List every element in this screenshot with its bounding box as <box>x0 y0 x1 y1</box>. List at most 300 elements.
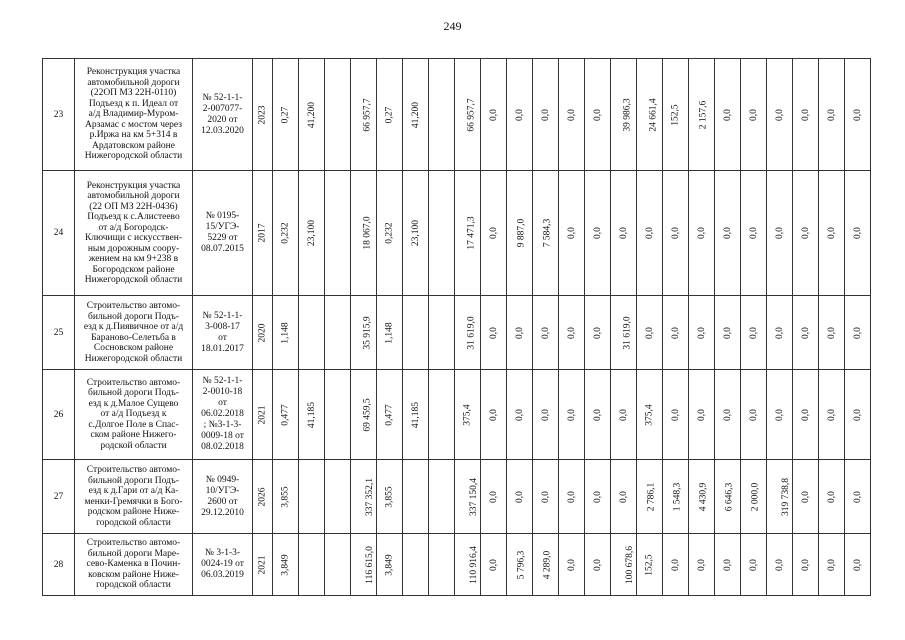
value-cell <box>507 59 533 171</box>
value-cell <box>741 534 767 596</box>
value-cell <box>637 534 663 596</box>
value-cell <box>819 370 845 460</box>
value-cell <box>273 370 299 460</box>
value-cell <box>533 296 559 370</box>
approval-document <box>193 460 253 534</box>
value-cell <box>273 460 299 534</box>
value-cell <box>767 534 793 596</box>
value-cell <box>253 534 273 596</box>
value-cell <box>819 171 845 296</box>
value-cell <box>559 171 585 296</box>
value-cell <box>299 296 325 370</box>
value-cell <box>429 534 455 596</box>
value-cell <box>299 460 325 534</box>
cell-value: 0,27 <box>280 106 291 123</box>
cell-value: 31 619,0 <box>466 315 477 350</box>
value-cell <box>741 171 767 296</box>
value-cell <box>455 370 481 460</box>
cell-value: 66 957,7 <box>466 97 477 132</box>
cell-value: 2 786,1 <box>646 482 657 511</box>
value-cell <box>481 534 507 596</box>
cell-value: 0,0 <box>826 408 837 421</box>
description-line: менки-Гремячки в Бого- <box>84 496 183 507</box>
cell-value: 0,0 <box>566 408 577 421</box>
value-cell <box>455 171 481 296</box>
value-cell <box>455 460 481 534</box>
investment-table <box>42 58 871 596</box>
value-cell <box>377 460 403 534</box>
cell-value: 0,0 <box>592 408 603 421</box>
value-cell <box>351 59 377 171</box>
cell-value: 319 738,8 <box>781 477 791 516</box>
cell-value: 0,0 <box>488 490 499 503</box>
cell-value: 0,0 <box>800 227 811 239</box>
approval-document-line: 5229 от <box>207 233 238 243</box>
value-cell <box>253 296 273 370</box>
cell-value: 5 796,3 <box>516 550 527 579</box>
description-line: от а/д Богородск- <box>98 222 169 233</box>
cell-value: 0,0 <box>488 227 499 239</box>
cell-value: 9 887,0 <box>516 218 527 248</box>
value-cell <box>253 370 273 460</box>
description-line: жением на км 9+238 в <box>88 254 179 264</box>
cell-value: 66 957,7 <box>362 97 373 132</box>
approval-document-line: 3-008-17 <box>205 321 240 332</box>
value-cell <box>377 370 403 460</box>
value-cell <box>845 59 871 171</box>
cell-value: 0,0 <box>488 108 499 121</box>
cell-value: 0,232 <box>280 222 291 244</box>
cell-value: 100 678,6 <box>625 545 635 584</box>
cell-value: 0,0 <box>566 490 577 503</box>
cell-value: 152,5 <box>644 553 655 576</box>
approval-document <box>193 296 253 370</box>
value-cell <box>325 534 351 596</box>
cell-value: 0,0 <box>488 326 499 339</box>
description-line: Нижегородской области <box>84 353 183 364</box>
approval-document-line: 0024-19 от <box>201 559 244 569</box>
cell-value: 4 289,0 <box>542 550 553 579</box>
cell-value: 0,0 <box>566 558 577 571</box>
value-cell <box>585 59 611 171</box>
value-cell <box>507 460 533 534</box>
value-cell <box>377 59 403 171</box>
cell-value: 0,0 <box>722 558 733 571</box>
value-cell <box>351 534 377 596</box>
value-cell <box>481 59 507 171</box>
description-line: ковском районе Ниже- <box>88 569 179 580</box>
value-cell <box>507 534 533 596</box>
value-cell <box>715 534 741 596</box>
value-cell <box>533 460 559 534</box>
value-cell <box>559 534 585 596</box>
cell-value: 0,0 <box>852 408 863 421</box>
cell-value: 0,0 <box>644 227 655 239</box>
value-cell <box>741 370 767 460</box>
approval-document-line: 0009-18 от <box>201 431 244 441</box>
value-cell <box>585 460 611 534</box>
approval-document-line: № 52-1-1- <box>202 310 243 321</box>
value-cell <box>273 171 299 296</box>
value-cell <box>585 171 611 296</box>
description-line: Подъезд к п. Идеал от <box>88 98 179 109</box>
value-cell <box>637 460 663 534</box>
value-cell <box>533 370 559 460</box>
cell-value: 0,0 <box>618 227 629 239</box>
value-cell <box>663 171 689 296</box>
cell-value: 0,477 <box>384 403 395 426</box>
cell-value: 0,0 <box>618 490 629 503</box>
value-cell <box>299 59 325 171</box>
description-line: р.Иржа на км 5+314 в <box>89 130 178 141</box>
approval-document <box>193 59 253 171</box>
value-cell <box>273 534 299 596</box>
value-cell <box>455 59 481 171</box>
cell-value: 0,0 <box>722 408 733 421</box>
table-row <box>43 370 871 460</box>
value-cell <box>767 370 793 460</box>
value-cell <box>533 534 559 596</box>
value-cell <box>793 460 819 534</box>
description-line: Ардатовском районе <box>92 140 175 151</box>
description-line: Нижегородской области <box>84 151 183 162</box>
cell-value: 41,200 <box>307 101 318 128</box>
value-cell <box>403 296 429 370</box>
value-cell <box>741 460 767 534</box>
object-description <box>75 296 193 370</box>
value-cell <box>611 534 637 596</box>
value-cell <box>663 460 689 534</box>
cell-value: 0,0 <box>826 326 837 339</box>
value-cell <box>253 171 273 296</box>
cell-value: 2021 <box>257 555 268 574</box>
cell-value: 0,0 <box>800 490 811 503</box>
cell-value: 6 646,3 <box>724 482 735 511</box>
cell-value: 39 986,3 <box>622 97 633 132</box>
cell-value: 35 915,9 <box>362 315 373 350</box>
table-row <box>43 171 871 296</box>
value-cell <box>611 59 637 171</box>
value-cell <box>351 296 377 370</box>
cell-value: 2021 <box>257 405 268 424</box>
cell-value: 1,148 <box>384 321 395 344</box>
cell-value: 0,0 <box>800 558 811 571</box>
value-cell <box>507 171 533 296</box>
cell-value: 41,200 <box>411 101 422 128</box>
cell-value: 0,0 <box>852 490 863 503</box>
approval-document-line: 2-0010-18 <box>202 387 243 397</box>
approval-document-line: 08.02.2018 <box>201 442 244 452</box>
value-cell <box>611 296 637 370</box>
value-cell <box>299 171 325 296</box>
cell-value: 0,0 <box>566 108 577 121</box>
cell-value: 0,0 <box>852 326 863 339</box>
cell-value: 0,0 <box>774 326 785 339</box>
value-cell <box>637 171 663 296</box>
cell-value: 0,0 <box>514 108 525 121</box>
value-cell <box>845 296 871 370</box>
value-cell <box>403 534 429 596</box>
approval-document-line: 15/УГЭ- <box>205 222 240 232</box>
description-line: Реконструкция участка <box>86 67 181 78</box>
value-cell <box>533 171 559 296</box>
cell-value: 3,849 <box>384 553 395 576</box>
value-cell <box>663 59 689 171</box>
value-cell <box>741 59 767 171</box>
cell-value: 0,0 <box>670 227 681 239</box>
cell-value: 41,185 <box>411 401 422 428</box>
value-cell <box>819 460 845 534</box>
cell-value: 0,0 <box>800 408 811 421</box>
value-cell <box>845 534 871 596</box>
value-cell <box>819 296 845 370</box>
cell-value: 2020 <box>257 323 268 342</box>
value-cell <box>793 370 819 460</box>
value-cell <box>845 460 871 534</box>
value-cell <box>585 296 611 370</box>
cell-value: 2023 <box>257 105 268 124</box>
cell-value: 0,0 <box>722 227 733 239</box>
cell-value: 1,148 <box>280 321 291 344</box>
table-row <box>43 534 871 596</box>
value-cell <box>585 370 611 460</box>
description-line: (22ОП МЗ 22Н-0110) <box>90 88 177 99</box>
description-line: Строительство автомо- <box>86 465 181 475</box>
cell-value: 0,0 <box>618 408 629 421</box>
value-cell <box>403 171 429 296</box>
approval-document-line: ; №3-1-3- <box>203 420 242 430</box>
description-line: Строительство автомо- <box>86 538 181 549</box>
value-cell <box>637 370 663 460</box>
description-line: бильной дороги Подъ- <box>88 475 179 486</box>
value-cell <box>767 59 793 171</box>
cell-value: 337 352,1 <box>365 477 375 516</box>
cell-value: 1 548,3 <box>672 482 683 511</box>
object-description <box>75 59 193 171</box>
value-cell <box>377 534 403 596</box>
cell-value: 3,855 <box>384 485 395 508</box>
value-cell <box>253 59 273 171</box>
cell-value: 0,0 <box>852 558 863 571</box>
approval-document-line: 2-007077- <box>202 103 243 114</box>
value-cell <box>689 534 715 596</box>
value-cell <box>715 59 741 171</box>
value-cell <box>793 59 819 171</box>
cell-value: 0,0 <box>800 326 811 339</box>
cell-value: 7 584,3 <box>542 218 553 248</box>
cell-value: 0,0 <box>488 408 499 421</box>
value-cell <box>819 534 845 596</box>
row-number: 26 <box>43 370 75 460</box>
approval-document-line: от <box>218 398 227 408</box>
cell-value: 0,0 <box>540 408 551 421</box>
object-description <box>75 460 193 534</box>
approval-document-line: 06.03.2019 <box>201 570 244 580</box>
value-cell <box>689 171 715 296</box>
cell-value: 0,0 <box>540 490 551 503</box>
value-cell <box>793 171 819 296</box>
value-cell <box>741 296 767 370</box>
value-cell <box>715 460 741 534</box>
approval-document-line: 12.03.2020 <box>201 125 244 136</box>
description-line: с.Долгое Поле в Спас- <box>88 419 179 430</box>
approval-document-line: 10/УГЭ- <box>205 485 240 496</box>
description-line: Реконструкция участка <box>86 180 181 191</box>
approval-document-line: 29.12.2010 <box>201 507 244 518</box>
description-line: Подъезд к с.Алистеево <box>87 212 180 222</box>
cell-value: 23,100 <box>411 219 422 247</box>
approval-document-line: 18.01.2017 <box>201 343 244 354</box>
cell-value: 152,5 <box>670 103 681 126</box>
cell-value: 41,185 <box>307 401 318 428</box>
object-description <box>75 534 193 596</box>
value-cell <box>819 59 845 171</box>
cell-value: 2017 <box>257 223 268 243</box>
cell-value: 0,0 <box>722 108 733 121</box>
value-cell <box>715 370 741 460</box>
description-line: а/д Владимир-Муром- <box>88 109 179 120</box>
cell-value: 3,849 <box>280 553 291 576</box>
cell-value: 0,0 <box>696 558 707 571</box>
row-number: 23 <box>43 59 75 171</box>
value-cell <box>559 59 585 171</box>
cell-value: 4 430,9 <box>698 482 709 511</box>
description-line: бильной дороги Маре- <box>87 548 180 559</box>
cell-value: 0,0 <box>696 408 707 421</box>
description-line: (22 ОП МЗ 22Н-0436) <box>89 201 178 212</box>
approval-document <box>193 534 253 596</box>
value-cell <box>663 296 689 370</box>
cell-value: 0,0 <box>826 108 837 121</box>
description-line: Строительство автомо- <box>86 377 181 388</box>
cell-value: 0,0 <box>774 227 785 239</box>
approval-document-line: № 52-1-1- <box>202 92 243 103</box>
approval-document <box>193 370 253 460</box>
cell-value: 110 916,4 <box>468 545 479 584</box>
cell-value: 0,0 <box>800 108 811 121</box>
value-cell <box>507 370 533 460</box>
description-line: городской области <box>96 517 171 528</box>
description-line: автомобильной дороги <box>87 77 180 88</box>
row-number: 28 <box>43 534 75 596</box>
value-cell <box>611 370 637 460</box>
description-line: Ключищи с искусствен- <box>84 233 183 243</box>
description-line: родском районе Ниже- <box>87 507 180 517</box>
value-cell <box>507 296 533 370</box>
value-cell <box>481 460 507 534</box>
approval-document-line: 2020 от <box>207 114 238 125</box>
cell-value: 0,0 <box>748 108 759 121</box>
row-number: 25 <box>43 296 75 370</box>
value-cell <box>273 59 299 171</box>
cell-value: 24 661,4 <box>648 97 659 132</box>
cell-value: 0,0 <box>826 558 837 571</box>
value-cell <box>689 59 715 171</box>
cell-value: 0,0 <box>592 490 603 503</box>
value-cell <box>689 460 715 534</box>
description-line: ным дорожным соору- <box>87 243 180 254</box>
cell-value: 0,0 <box>774 558 785 571</box>
cell-value: 375,4 <box>462 403 473 426</box>
cell-value: 17 471,3 <box>466 216 477 250</box>
cell-value: 0,0 <box>774 108 785 121</box>
row-number: 24 <box>43 171 75 296</box>
cell-value: 0,0 <box>566 227 577 239</box>
value-cell <box>559 370 585 460</box>
approval-document-line: 08.07.2015 <box>201 244 244 254</box>
description-line: Нижегородской области <box>84 275 183 285</box>
approval-document-line: 06.02.2018 <box>201 409 244 419</box>
cell-value: 31 619,0 <box>622 315 633 350</box>
cell-value: 0,0 <box>696 227 707 239</box>
cell-value: 0,232 <box>384 222 395 244</box>
value-cell <box>559 296 585 370</box>
description-line: родской области <box>100 440 167 451</box>
description-line: сево-Каменка в Почин- <box>86 559 181 570</box>
cell-value: 0,477 <box>280 403 291 426</box>
cell-value: 0,0 <box>748 558 759 571</box>
cell-value: 0,0 <box>852 108 863 121</box>
value-cell <box>403 370 429 460</box>
value-cell <box>689 370 715 460</box>
row-number: 27 <box>43 460 75 534</box>
value-cell <box>533 59 559 171</box>
approval-document-line: № 0195- <box>205 211 240 221</box>
value-cell <box>845 171 871 296</box>
value-cell <box>429 370 455 460</box>
value-cell <box>403 59 429 171</box>
cell-value: 69 459,5 <box>362 397 373 432</box>
value-cell <box>351 370 377 460</box>
cell-value: 0,0 <box>826 227 837 239</box>
cell-value: 0,27 <box>384 106 395 123</box>
approval-document-line: 2600 от <box>207 496 238 507</box>
cell-value: 0,0 <box>514 408 525 421</box>
cell-value: 2 000,0 <box>750 482 761 511</box>
value-cell <box>637 59 663 171</box>
value-cell <box>403 460 429 534</box>
description-line: Строительство автомо- <box>86 301 181 311</box>
cell-value: 0,0 <box>748 227 759 239</box>
cell-value: 0,0 <box>644 326 655 339</box>
value-cell <box>715 296 741 370</box>
cell-value: 0,0 <box>852 227 863 239</box>
cell-value: 0,0 <box>592 558 603 571</box>
cell-value: 18 067,0 <box>362 216 373 250</box>
approval-document-line: № 3-1-3- <box>204 548 241 558</box>
cell-value: 0,0 <box>540 326 551 339</box>
table-row <box>43 296 871 370</box>
description-line: городской области <box>96 580 171 591</box>
value-cell <box>559 460 585 534</box>
page-number: 249 <box>443 19 462 33</box>
value-cell <box>767 296 793 370</box>
value-cell <box>299 534 325 596</box>
cell-value: 0,0 <box>748 326 759 339</box>
cell-value: 0,0 <box>566 326 577 339</box>
cell-value: 0,0 <box>592 326 603 339</box>
description-line: Бараново-Селетьба в <box>91 332 176 343</box>
value-cell <box>481 370 507 460</box>
approval-document-line: № 52-1-1- <box>202 376 243 386</box>
cell-value: 375,4 <box>644 403 655 426</box>
cell-value: 23,100 <box>307 219 318 247</box>
value-cell <box>429 460 455 534</box>
cell-value: 0,0 <box>748 408 759 421</box>
cell-value: 0,0 <box>540 108 551 121</box>
value-cell <box>377 171 403 296</box>
value-cell <box>455 296 481 370</box>
